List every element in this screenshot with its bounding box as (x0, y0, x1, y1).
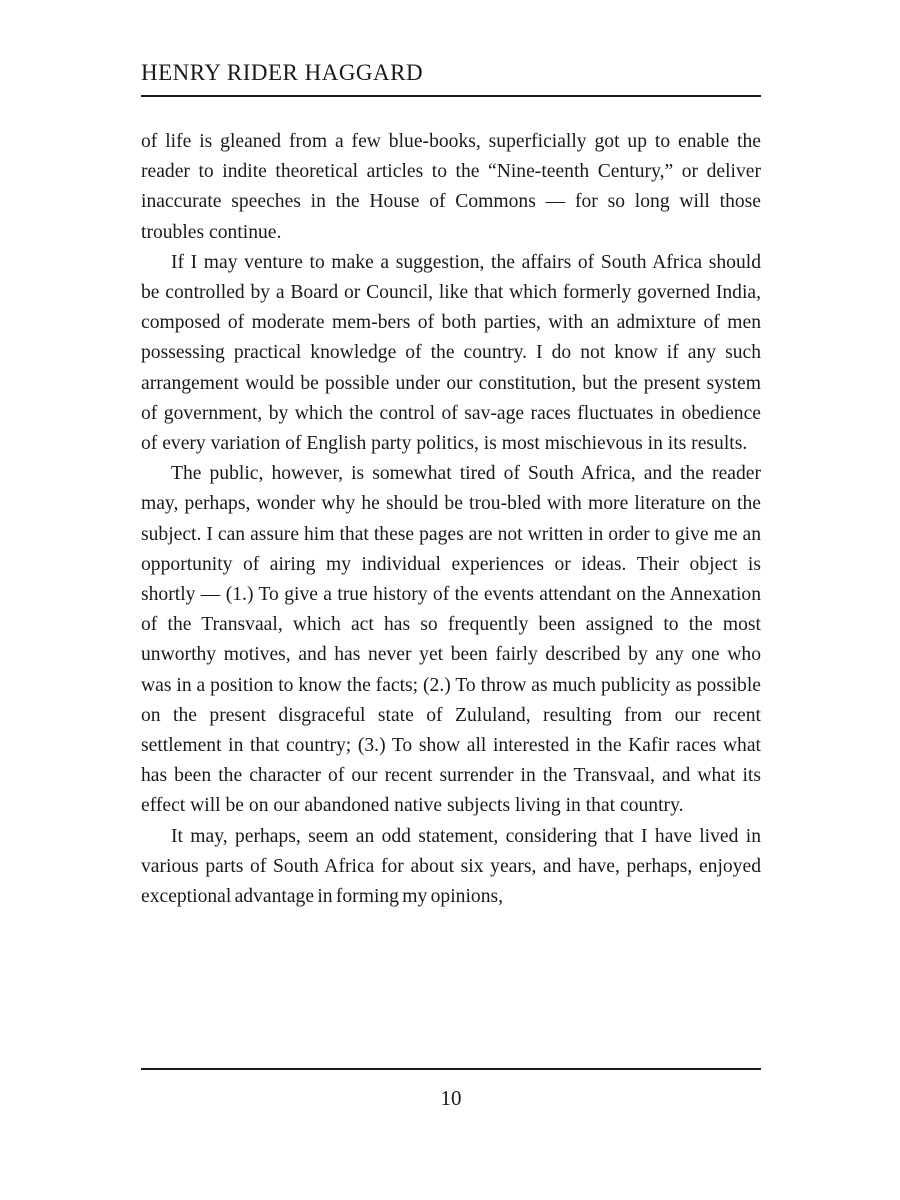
header-rule (141, 95, 761, 97)
paragraph: The public, however, is somewhat tired of South Africa, and the reader may, perhaps, wonder why he should be trou-bled with more literature on the subject. I can assure him that these pages are not written in order to give me an opportunity of airing my individual experiences or ideas. Their object is shortly — (1.) To give a true history of the events attendant on the Annexation of the Transvaal, which act has so frequently been assigned to the most unworthy motives, and has never yet been fairly described by any one who was in a position to know the facts; (2.) To throw as much publicity as possible on the present disgraceful state of Zululand, resulting from our recent settlement in that country; (3.) To show all interested in the Kafir races what has been the character of our recent surrender in the Transvaal, and what its effect will be on our abandoned native subjects living in that country. (141, 463, 761, 817)
page-footer (141, 1068, 761, 1111)
page-content (141, 60, 761, 912)
running-head: HENRY RIDER HAGGARD (141, 60, 424, 85)
paragraph: of life is gleaned from a few blue-books, superficially got up to enable the reader to indite theoretical articles to the “Nine-teenth Century,” or deliver inaccurate speeches in the House of Commons — for so long will those troubles continue. (141, 131, 761, 243)
paragraph: If I may venture to make a suggestion, the affairs of South Africa should be controlled by a Board or Council, like that which formerly governed India, composed of moderate mem-bers of both parties, with an admixture of men possessing practical knowledge of the country. I do not know if any such arrangement would be possible under our constitution, but the present system of government, by which the control of sav-age races fluctuates in obedience of every variation of English party politics, is most mischievous in its results. (141, 251, 761, 455)
body-text (141, 127, 761, 912)
paragraph: It may, perhaps, seem an odd statement, considering that I have lived in various parts of South Africa for about six years, and have, perhaps, enjoyed exceptional advantage in forming my opinions, (141, 825, 761, 908)
page-number: 10 (440, 1086, 462, 1110)
